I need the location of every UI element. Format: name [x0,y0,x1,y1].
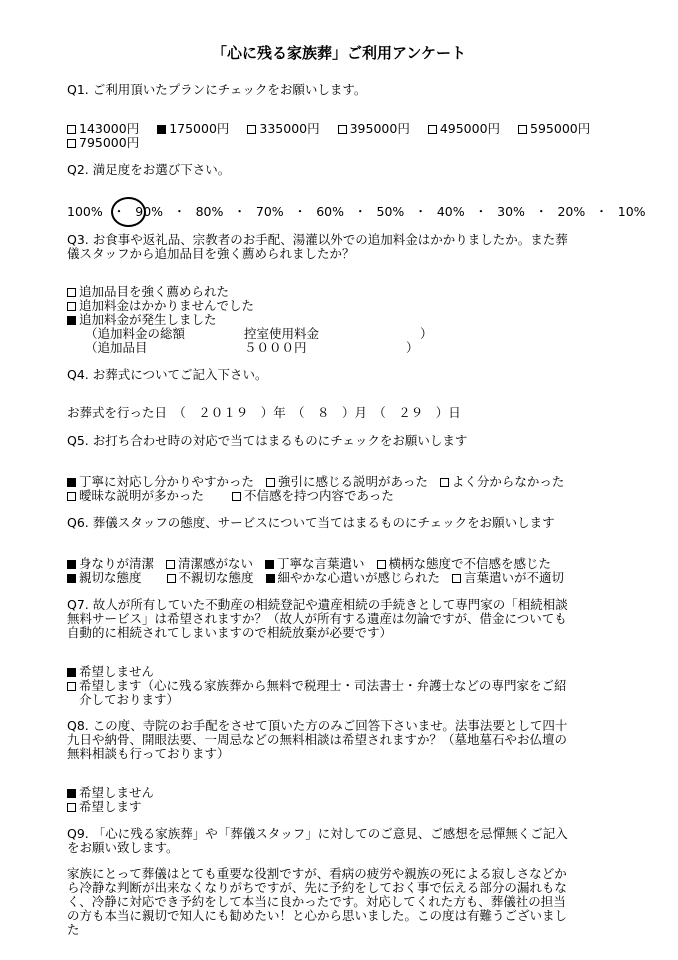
q1-checkbox-335000[interactable] [247,125,256,134]
q2-scale-60[interactable]: 60% [316,204,344,219]
q5-options-row2 [67,488,394,503]
q5-option-unclear[interactable]: よく分からなかった [440,474,565,489]
q5-option-polite-clear[interactable]: 丁寧に対応し分かりやすかった [67,474,254,489]
q2-scale: 100% ・ 90% ・ 80% ・ 70% ・ 60% ・ 50% ・ 40% ・ 30% ・ 20% ・ 10% [67,204,646,219]
q1-options-row2 [67,135,139,150]
q6-checkbox-unkind[interactable] [167,574,176,583]
q7-option-request-cont: 介しております） [79,692,180,707]
q1-checkbox-495000[interactable] [428,125,437,134]
q5-option-distrust[interactable]: 不信感を持つ内容であった [232,488,394,503]
q5-checkbox-pushy[interactable] [266,478,275,487]
q2-scale-30[interactable]: 30% [497,204,525,219]
q8-option-decline[interactable]: 希望しません [67,785,154,800]
q9-answer-line5: た [67,922,80,937]
q5-option-vague[interactable]: 曖昧な説明が多かった [67,488,204,503]
q6-checkbox-polite-language[interactable] [265,560,274,569]
q6-option-polite-language[interactable]: 丁寧な言葉遣い [265,556,365,571]
q5-options-row1 [67,474,564,489]
q3-detail-total-label: （追加料金の総額 [85,326,186,341]
q6-checkbox-kind[interactable] [67,574,76,583]
q2-scale-90[interactable]: 90% [135,204,164,219]
q6-checkbox-clean[interactable] [67,560,76,569]
q3-question-line1: Q3. お食事や返礼品、宗教者のお手配、湯灌以外での追加料金はかかりましたか。また葬 [67,232,568,247]
q1-options-row1 [67,121,590,136]
q7-checkbox-decline[interactable] [67,668,76,677]
q1-option-175000[interactable]: 175000円 [157,121,229,136]
q3-detail-total-close: ） [420,326,433,341]
q1-question: Q1. ご利用頂いたプランにチェックをお願いします。 [67,82,367,97]
q7-option-decline[interactable]: 希望しません [67,664,154,679]
q6-checkbox-arrogant[interactable] [377,560,386,569]
q1-checkbox-143000[interactable] [67,125,76,134]
q9-question-line1: Q9. 「心に残る家族葬」や「葬儀スタッフ」に対してのご意見、ご感想を忌憚無くご記入 [67,826,568,841]
q4-funeral-date: お葬式を行った日 （ ２０１９ ）年 （ ８ ）月 （ ２９ ）日 [67,405,461,420]
q6-options-row1 [67,556,551,571]
q6-option-considerate[interactable]: 細やかな心遣いが感じられた [266,570,441,585]
q1-option-495000[interactable]: 495000円 [428,121,500,136]
q6-checkbox-bad-language[interactable] [452,574,461,583]
q5-checkbox-vague[interactable] [67,492,76,501]
q6-option-kind[interactable]: 親切な態度 [67,570,142,585]
q4-question: Q4. お葬式についてご記入下さい。 [67,367,268,382]
q8-checkbox-decline[interactable] [67,789,76,798]
q6-checkbox-unclean[interactable] [166,560,175,569]
q7-question-line2: 無料サービス」は希望されますか？（故人が所有する遺産は勿論ですが、借金についても [67,611,567,626]
q6-option-bad-language[interactable]: 言葉遣いが不適切 [452,570,564,585]
q8-option-request[interactable]: 希望します [67,799,142,814]
q1-checkbox-395000[interactable] [338,125,347,134]
q6-option-unclean[interactable]: 清潔感がない [166,556,253,571]
q3-checkbox-recommended[interactable] [67,288,76,297]
q3-option-no-extra[interactable]: 追加料金はかかりませんでした [67,298,254,313]
q9-answer-line1: 家族にとって葬儀はとても重要な役割ですが、看病の疲労や親族の死による寂しさなどか [67,866,567,881]
q3-option-recommended[interactable]: 追加品目を強く薦められた [67,284,229,299]
q1-option-143000[interactable]: 143000円 [67,121,139,136]
q9-answer-line4: の方も本当に親切で知人にも勧めたい！と心から思いました。この度は有難うございまし [67,908,568,923]
q6-option-unkind[interactable]: 不親切な態度 [167,570,254,585]
q8-question-line1: Q8. この度、寺院のお手配をさせて頂いた方のみご回答下さいませ。法事法要として四十 [67,718,568,733]
q1-option-335000[interactable]: 335000円 [247,121,319,136]
q6-options-row2 [67,570,564,585]
q3-checkbox-no-extra[interactable] [67,302,76,311]
q1-option-395000[interactable]: 395000円 [338,121,410,136]
q2-scale-40[interactable]: 40% [436,204,465,219]
q1-option-595000[interactable]: 595000円 [518,121,590,136]
q8-question-line2: 九日や納骨、開眼法要、一周忌などの無料相談は希望されますか？（墓地墓石やお仏壇の [67,732,568,747]
q3-detail-total-value: 控室使用料金 [244,326,320,341]
q2-scale-50[interactable]: 50% [376,204,405,219]
q8-question-line3: 無料相談も行っております） [67,746,230,761]
q2-scale-100[interactable]: 100% [67,204,103,219]
q9-answer-line3: く、冷静に対応でき予約をして本当に良かったです。対応してくれた方も、葬儀社の担当 [67,894,566,909]
q1-checkbox-795000[interactable] [67,139,76,148]
q1-checkbox-175000[interactable] [157,125,166,134]
q5-checkbox-polite-clear[interactable] [67,478,76,487]
q6-question: Q6. 葬儀スタッフの態度、サービスについて当てはまるものにチェックをお願いします [67,515,555,530]
q3-question-line2: 儀スタッフから追加品目を強く薦められましたか？ [67,246,355,261]
q3-detail-items-label: （追加品目 [85,340,148,355]
q2-question: Q2. 満足度をお選び下さい。 [67,162,231,177]
q5-option-pushy[interactable]: 強引に感じる説明があった [266,474,428,489]
q5-checkbox-distrust[interactable] [232,492,241,501]
q3-option-extra-charged[interactable]: 追加料金が発生しました [67,312,217,327]
q7-checkbox-request[interactable] [67,682,76,691]
q2-scale-10[interactable]: 10% [617,204,646,219]
q2-scale-80[interactable]: 80% [195,204,224,219]
q7-question-line3: 自動的に相続されてしまいますので相続放棄が必要です） [67,625,393,640]
q1-checkbox-595000[interactable] [518,125,527,134]
q3-detail-items-value: ５０００円 [244,340,307,355]
q3-checkbox-extra-charged[interactable] [67,316,76,325]
q6-option-clean[interactable]: 身なりが清潔 [67,556,154,571]
q6-checkbox-considerate[interactable] [266,574,275,583]
q1-option-795000[interactable]: 795000円 [67,135,139,150]
q9-answer-line2: ら冷静な判断が出来なくなりがちですが、先に予約をしておく事で伝える部分の漏れもな [67,880,567,895]
q3-detail-items-close: ） [406,340,419,355]
q8-checkbox-request[interactable] [67,803,76,812]
survey-title: 「心に残る家族葬」ご利用アンケート [211,44,467,62]
q2-scale-20[interactable]: 20% [557,204,586,219]
q9-question-line2: をお願い致します。 [67,840,179,855]
q2-selected-circle-mark [111,197,146,227]
q5-question: Q5. お打ち合わせ時の対応で当てはまるものにチェックをお願いします [67,433,468,448]
q7-option-request[interactable]: 希望します（心に残る家族葬から無料で税理士・司法書士・弁護士などの専門家をご紹 [67,678,567,693]
q2-scale-70[interactable]: 70% [255,204,284,219]
q7-question-line1: Q7. 故人が所有していた不動産の相続登記や遺産相続の手続きとして専門家の「相続相談 [67,597,568,612]
q5-checkbox-unclear[interactable] [440,478,449,487]
q6-option-arrogant[interactable]: 横柄な態度で不信感を感じた [377,556,552,571]
